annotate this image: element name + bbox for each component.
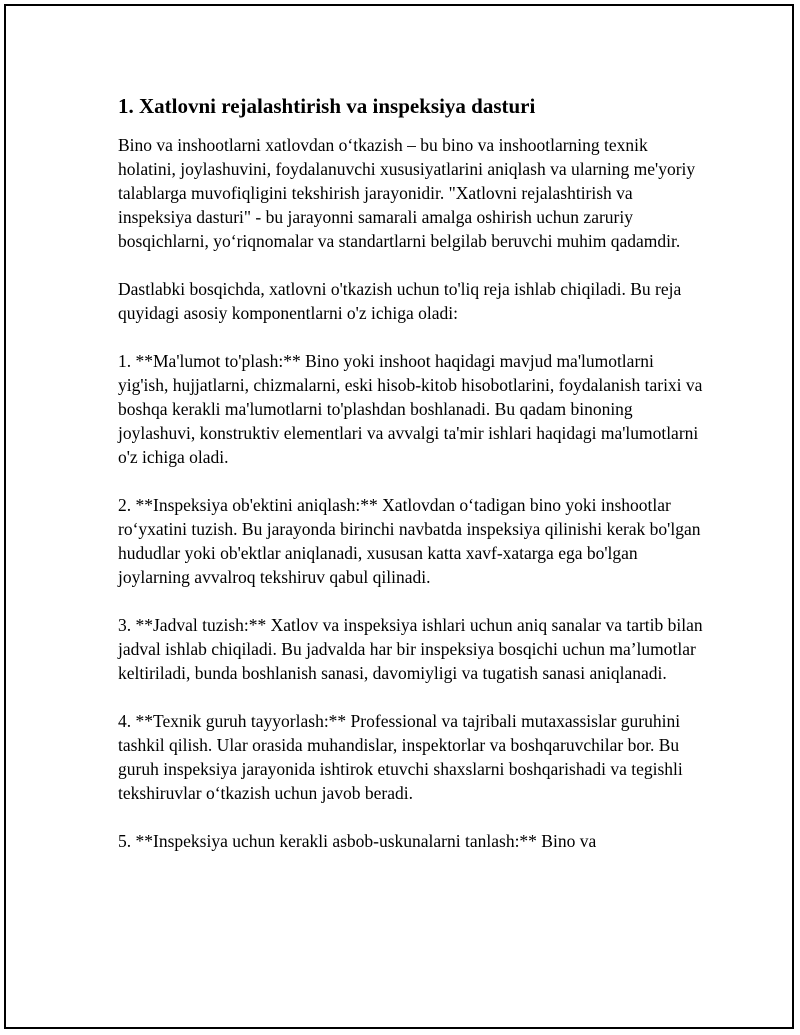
list-item-schedule: 3. **Jadval tuzish:** Xatlov va inspeksiya ishlari uchun aniq sanalar va tartib bilan jadval ishlab chiqiladi. Bu jadvalda har bir inspeksiya bosqichi uchun ma’lumotlar keltiriladi, bunda boshlanish sanasi, davomiyligi va tugatish sanasi aniqlanadi. — [118, 615, 703, 683]
list-item-equipment: 5. **Inspeksiya uchun kerakli asbob-uskunalarni tanlash:** Bino va — [118, 831, 597, 851]
paragraph-intro: Bino va inshootlarni xatlovdan o‘tkazish – bu bino va inshootlarning texnik holatini, joylashuvini, foydalanuvchi xususiyatlarini aniqlash va ularning me'yoriy talablarga muvofiqligini tekshirish jarayonidir. "Xatlovni rejalashtirish va inspeksiya dasturi" - bu jarayonni samarali amalga oshirish uchun zaruriy bosqichlarni, yo‘riqnomalar va standartlarni belgilab beruvchi muhim qadamdir. — [118, 135, 696, 251]
document-body — [118, 92, 708, 877]
list-item-data-collection: 1. **Ma'lumot to'plash:** Bino yoki inshoot haqidagi mavjud ma'lumotlarni yig'ish, hujjatlarni, chizmalarni, eski hisob-kitob hisobotlarini, foydalanish tarixi va boshqa kerakli ma'lumotlarni to'plashdan boshlanadi. Bu qadam binoning joylashuvi, konstruktiv elementlari va avvalgi ta'mir ishlari haqidagi ma'lumotlarni o'z ichiga oladi. — [118, 351, 703, 467]
list-item-technical-team: 4. **Texnik guruh tayyorlash:** Professional va tajribali mutaxassislar guruhini tashkil qilish. Ular orasida muhandislar, inspektorlar va boshqaruvchilar bor. Bu guruh inspeksiya jarayonida ishtirok etuvchi shaxslarni boshqarishadi va tegishli tekshiruvlar o‘tkazish uchun javob beradi. — [118, 711, 683, 803]
document-title: 1. Xatlovni rejalashtirish va inspeksiya dasturi — [118, 94, 536, 118]
paragraph-plan-overview: Dastlabki bosqichda, xatlovni o'tkazish uchun to'liq reja ishlab chiqiladi. Bu reja quyidagi asosiy komponentlarni o'z ichiga oladi: — [118, 279, 682, 323]
list-item-inspection-object: 2. **Inspeksiya ob'ektini aniqlash:** Xatlovdan o‘tadigan bino yoki inshootlar ro‘yxatini tuzish. Bu jarayonda birinchi navbatda inspeksiya qilinishi kerak bo'lgan hududlar yoki ob'ektlar aniqlanadi, xususan katta xavf-xatarga ega bo'lgan joylarning avvalroq tekshiruv qabul qilinadi. — [118, 495, 701, 587]
